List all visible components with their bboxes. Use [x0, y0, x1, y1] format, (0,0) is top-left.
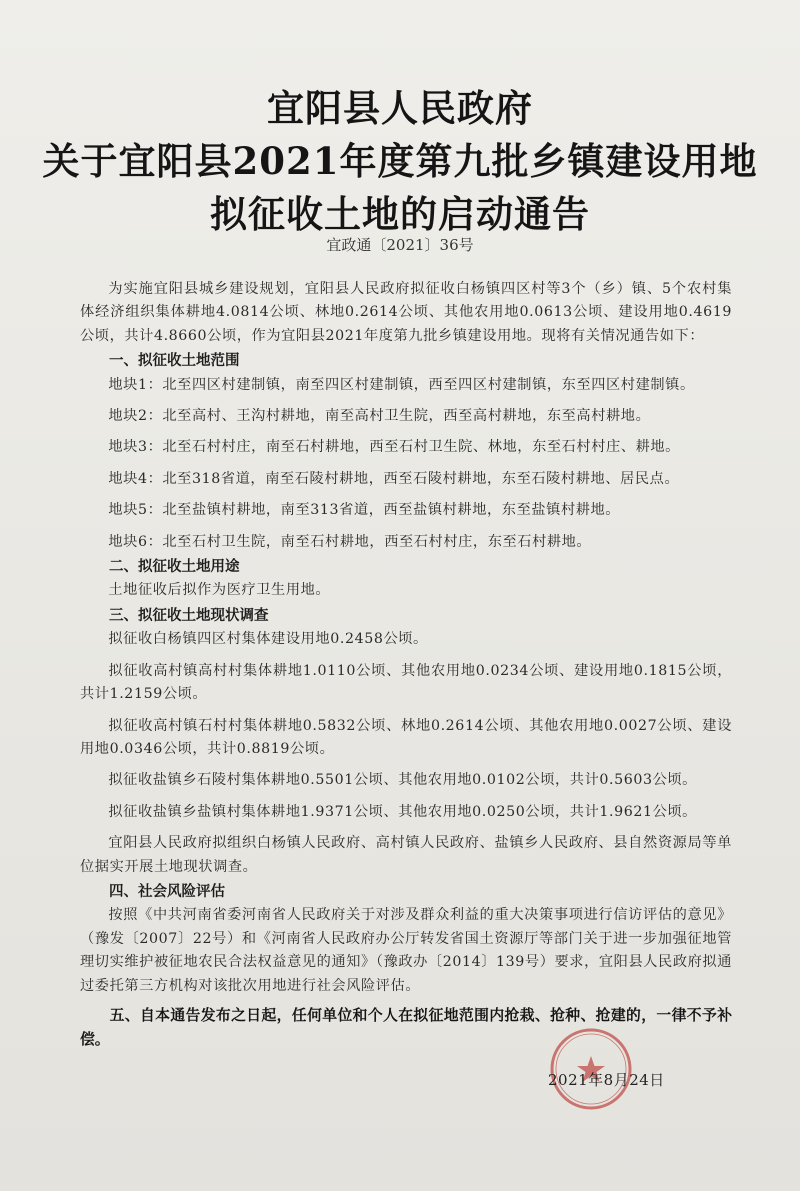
issue-date: 2021年8月24日 — [548, 1071, 665, 1089]
section-1-heading: 一、拟征收土地范围 — [109, 353, 240, 370]
plot-1: 地块1：北至四区村建制镇，南至四区村建制镇，西至四区村建制镇，东至四区村建制镇。 — [108, 376, 695, 393]
title-line-3: 拟征收土地的启动通告 — [210, 192, 590, 236]
plot-5: 地块5：北至盐镇村耕地，南至313省道，西至盐镇村耕地，东至盐镇村耕地。 — [108, 502, 621, 519]
plot-4: 地块4：北至318省道，南至石陵村耕地，西至石陵村耕地，东至石陵村耕地、居民点。 — [108, 470, 680, 487]
section-5-statement: 五、自本通告发布之日起，任何单位和个人在拟征地范围内抢栽、抢种、抢建的，一律不予补偿。 — [80, 1006, 732, 1048]
survey-item-6: 宜阳县人民政府拟组织白杨镇人民政府、高村镇人民政府、盐镇乡人民政府、县自然资源局等单位据实开展土地现状调查。 — [80, 835, 732, 875]
plot-3: 地块3：北至石村村庄，南至石村耕地，西至石村卫生院、林地，东至石村村庄、耕地。 — [108, 439, 680, 456]
section-2-heading: 二、拟征收土地用途 — [109, 559, 240, 576]
survey-item-3: 拟征收高村镇石村村集体耕地0.5832公顷、林地0.2614公顷、其他农用地0.0027公顷、建设用地0.0346公顷，共计0.8819公顷。 — [80, 717, 732, 757]
plot-2: 地块2：北至高村、王沟村耕地，南至高村卫生院，西至高村耕地，东至高村耕地。 — [108, 408, 651, 425]
section-3-heading: 三、拟征收土地现状调查 — [109, 607, 269, 624]
survey-item-2: 拟征收高村镇高村村集体耕地1.0110公顷、其他农用地0.0234公顷、建设用地0.1815公顷，共计1.2159公顷。 — [80, 662, 732, 703]
title-line-1: 宜阳县人民政府 — [267, 86, 533, 130]
document-number: 宜政通〔2021〕36号 — [326, 236, 474, 254]
survey-item-4: 拟征收盐镇乡石陵村集体耕地0.5501公顷、其他农用地0.0102公顷，共计0.5603公顷。 — [108, 772, 697, 789]
land-use-text: 土地征收后拟作为医疗卫生用地。 — [108, 582, 331, 599]
notice-body — [80, 278, 732, 1067]
title-line-2: 关于宜阳县2021年度第九批乡镇建设用地 — [42, 139, 758, 183]
risk-assessment-text: 按照《中共河南省委河南省人民政府关于对涉及群众利益的重大决策事项进行信访评估的意见》（豫发〔2007〕22号）和《河南省人民政府办公厅转发省国土资源厅等部门关于进一步加强征地管理切实维护被征地农民合法权益意见的通知》（豫政办〔2014〕139号）要求，宜阳县人民政府拟通过委托第三方机构对该批次用地进行社会风险评估。 — [80, 907, 732, 994]
intro-paragraph: 为实施宜阳县城乡建设规划，宜阳县人民政府拟征收白杨镇四区村等3个（乡）镇、5个农村集体经济组织集体耕地4.0814公顷、林地0.2614公顷、其他农用地0.0613公顷、建设用地0.4619公顷，共计4.8660公顷，作为宜阳县2021年度第九批乡镇建设用地。现将有关情况通告如下： — [80, 281, 732, 344]
section-4-heading: 四、社会风险评估 — [109, 883, 225, 900]
plot-6: 地块6：北至石村卫生院，南至石村耕地，西至石村村庄，东至石村耕地。 — [108, 533, 592, 550]
notice-title — [0, 82, 800, 241]
survey-item-5: 拟征收盐镇乡盐镇村集体耕地1.9371公顷、其他农用地0.0250公顷，共计1.9621公顷。 — [108, 803, 697, 820]
survey-item-1: 拟征收白杨镇四区村集体建设用地0.2458公顷。 — [108, 631, 428, 648]
